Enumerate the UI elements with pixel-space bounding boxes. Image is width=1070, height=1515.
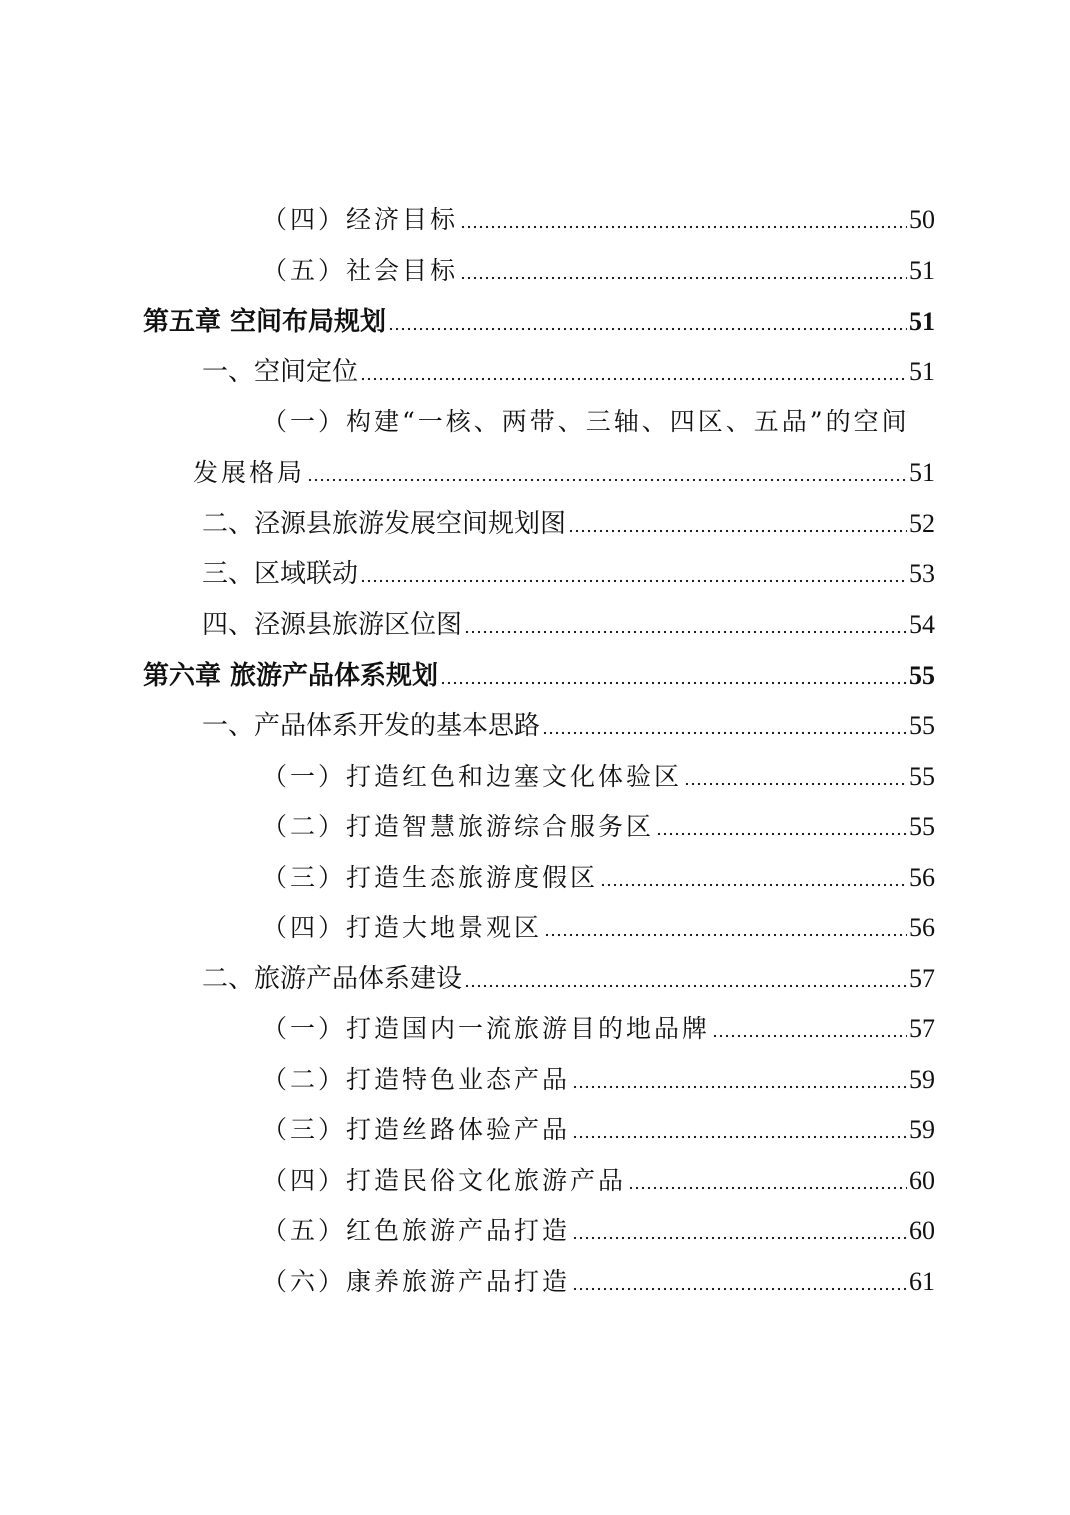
toc-entry[interactable]	[262, 860, 935, 896]
toc-entry[interactable]	[262, 809, 935, 845]
toc-entry-page: 55	[909, 762, 935, 791]
toc-entry-title: （一）打造国内一流旅游目的地品牌	[262, 1014, 711, 1043]
toc-section-entry[interactable]	[202, 708, 935, 744]
toc-entry[interactable]	[262, 202, 935, 238]
toc-dot-leader	[572, 1085, 907, 1089]
toc-entry-page: 56	[909, 913, 935, 942]
toc-entry-title: 二、泾源县旅游发展空间规划图	[202, 509, 567, 539]
toc-entry-page: 51	[909, 458, 935, 487]
toc-entry-page: 56	[909, 863, 935, 892]
toc-dot-leader	[600, 883, 907, 887]
toc-entry[interactable]	[262, 1163, 935, 1199]
toc-entry-page: 60	[909, 1216, 935, 1245]
toc-dot-leader	[684, 782, 907, 786]
toc-entry-page: 51	[909, 307, 935, 336]
toc-dot-leader	[360, 377, 907, 381]
toc-dot-leader	[572, 1236, 907, 1240]
toc-entry-title: 发展格局	[193, 458, 306, 487]
toc-dot-leader	[542, 731, 907, 735]
toc-entry-page: 57	[909, 1014, 935, 1043]
toc-entry-page: 61	[909, 1267, 935, 1296]
toc-dot-leader	[712, 1034, 907, 1038]
toc-entry[interactable]	[262, 253, 935, 289]
toc-entry-page: 55	[909, 812, 935, 841]
toc-entry-page: 55	[909, 661, 935, 690]
toc-entry-title: 第六章 旅游产品体系规划	[143, 661, 439, 691]
toc-entry-title: （五）红色旅游产品打造	[262, 1216, 571, 1245]
toc-entry-title: （二）打造智慧旅游综合服务区	[262, 812, 655, 841]
toc-entry-page: 60	[909, 1166, 935, 1195]
toc-entry-title: 二、旅游产品体系建设	[202, 964, 463, 994]
toc-entry-page: 57	[909, 964, 935, 993]
toc-entry-title: （二）打造特色业态产品	[262, 1065, 571, 1094]
toc-entry-page: 59	[909, 1115, 935, 1144]
toc-entry-page: 53	[909, 559, 935, 588]
toc-entry-title: 三、区域联动	[202, 559, 359, 589]
toc-entry[interactable]	[262, 404, 935, 440]
toc-entry[interactable]	[262, 910, 935, 946]
toc-entry[interactable]	[262, 1112, 935, 1148]
toc-dot-leader	[464, 984, 907, 988]
toc-entry-title: （四）打造民俗文化旅游产品	[262, 1166, 627, 1195]
toc-entry-title: （五）社会目标	[262, 256, 459, 285]
toc-entry-page: 51	[909, 256, 935, 285]
toc-entry-title: （一）构建“一核、两带、三轴、四区、五品”的空间	[262, 407, 910, 436]
toc-entry-page: 51	[909, 357, 935, 386]
toc-entry-continuation[interactable]	[193, 455, 935, 491]
toc-entry-page: 52	[909, 509, 935, 538]
toc-entry-title: 四、泾源县旅游区位图	[202, 610, 463, 640]
toc-entry-title: 第五章 空间布局规划	[143, 307, 387, 337]
toc-entry-page: 54	[909, 610, 935, 639]
toc-section-entry[interactable]	[202, 354, 935, 390]
toc-dot-leader	[568, 529, 907, 533]
toc-entry[interactable]	[262, 1213, 935, 1249]
toc-entry-page: 55	[909, 711, 935, 740]
toc-entry-title: （六）康养旅游产品打造	[262, 1267, 571, 1296]
toc-section-entry[interactable]	[202, 506, 935, 542]
toc-section-entry[interactable]	[202, 607, 935, 643]
toc-entry-title: 一、产品体系开发的基本思路	[202, 711, 541, 741]
toc-entry-title: （三）打造丝路体验产品	[262, 1115, 571, 1144]
toc-dot-leader	[360, 579, 907, 583]
toc-dot-leader	[656, 832, 907, 836]
toc-dot-leader	[544, 933, 907, 937]
toc-dot-leader	[307, 478, 907, 482]
toc-entry-title: 一、空间定位	[202, 357, 359, 387]
toc-dot-leader	[572, 1287, 907, 1291]
toc-entry-title: （四）打造大地景观区	[262, 913, 543, 942]
toc-entry[interactable]	[262, 1264, 935, 1300]
toc-dot-leader	[464, 630, 907, 634]
toc-dot-leader	[440, 681, 907, 685]
toc-dot-leader	[460, 276, 907, 280]
toc-dot-leader	[628, 1186, 907, 1190]
toc-entry-title: （三）打造生态旅游度假区	[262, 863, 599, 892]
toc-dot-leader	[388, 327, 907, 331]
toc-entry-page: 59	[909, 1065, 935, 1094]
toc-dot-leader	[572, 1135, 907, 1139]
toc-entry[interactable]	[262, 1062, 935, 1098]
toc-entry-title: （一）打造红色和边塞文化体验区	[262, 762, 683, 791]
toc-chapter-entry[interactable]	[143, 658, 935, 694]
toc-dot-leader	[460, 225, 907, 229]
toc-chapter-entry[interactable]	[143, 304, 935, 340]
toc-entry[interactable]	[262, 759, 935, 795]
toc-entry[interactable]	[262, 1011, 935, 1047]
toc-entry-title: （四）经济目标	[262, 205, 459, 234]
toc-section-entry[interactable]	[202, 961, 935, 997]
toc-section-entry[interactable]	[202, 556, 935, 592]
toc-entry-page: 50	[909, 205, 935, 234]
